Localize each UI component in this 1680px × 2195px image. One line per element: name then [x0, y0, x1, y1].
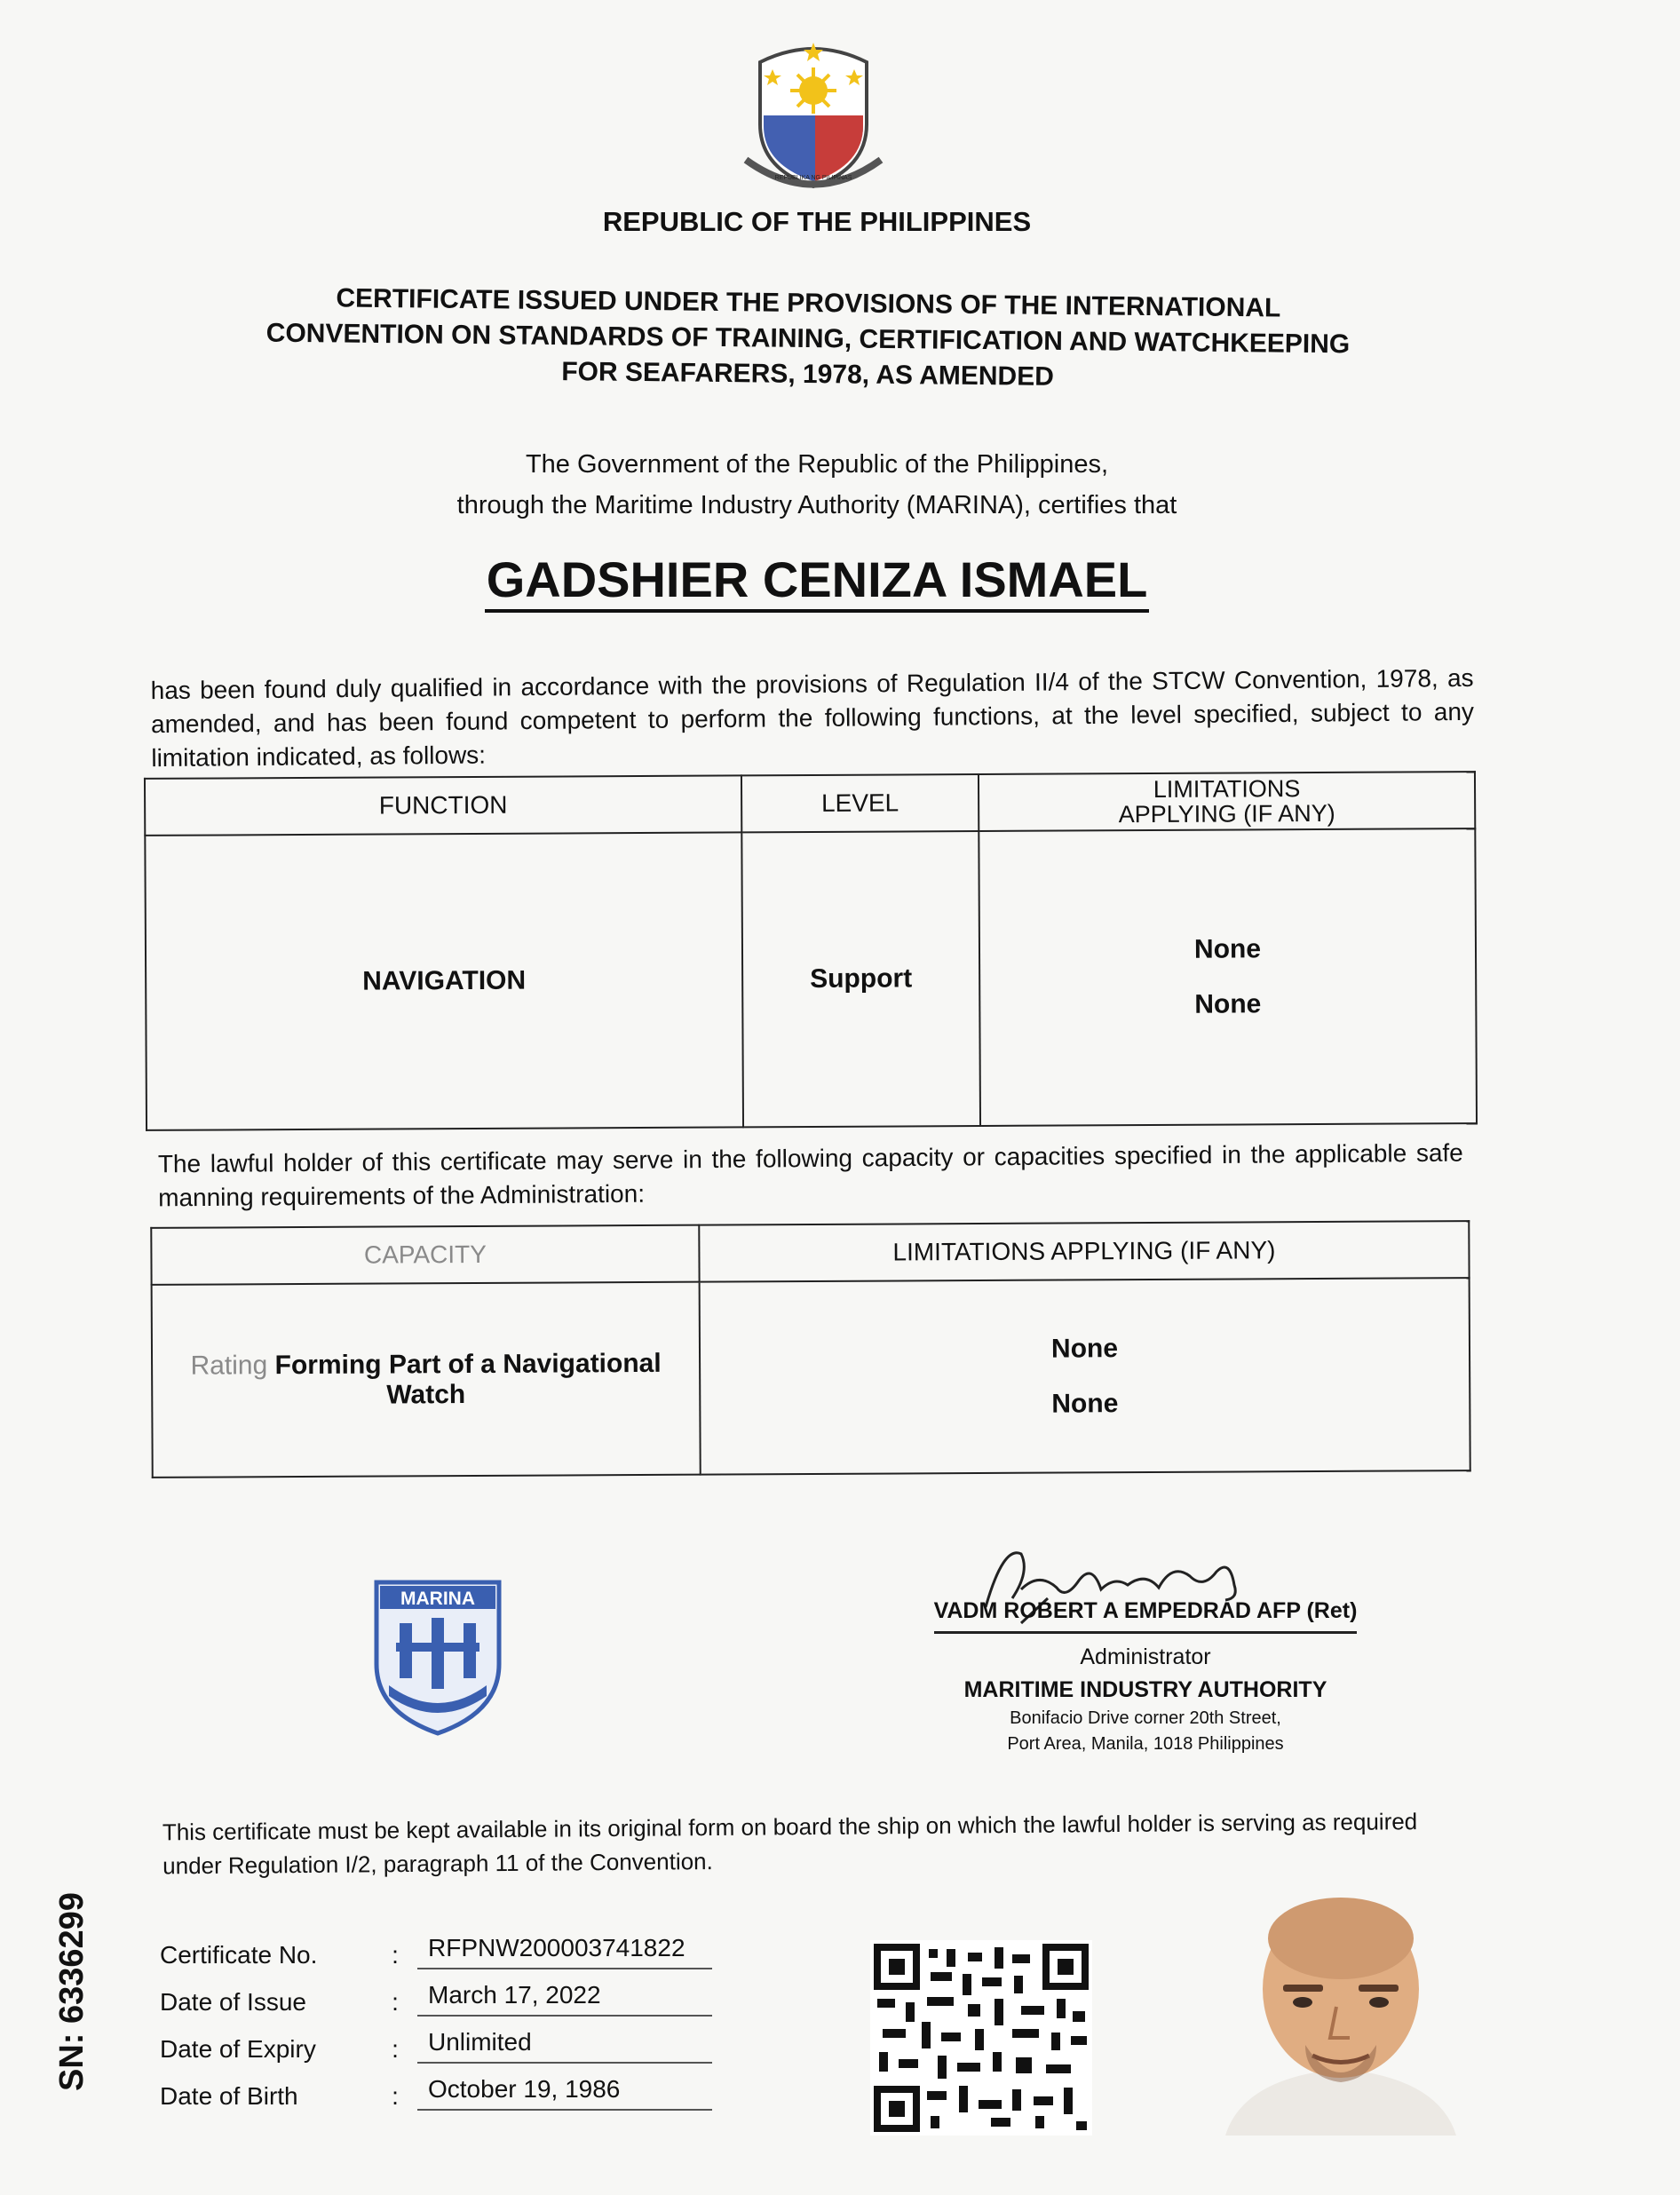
- capacity-data-row: [152, 1278, 1470, 1478]
- functions-table: [144, 771, 1478, 1131]
- signatory-name: VADM ROBERT A EMPEDRAD AFP (Ret): [934, 1598, 1358, 1634]
- authority-name: MARITIME INDUSTRY AUTHORITY: [963, 1677, 1327, 1702]
- detail-label: Certificate No.: [160, 1941, 318, 1969]
- serial-number: [34, 1874, 105, 2096]
- capacity-table: [150, 1220, 1470, 1478]
- functions-data-row: [145, 828, 1477, 1130]
- detail-value: Unlimited: [417, 2028, 712, 2064]
- heading-line-3: FOR SEAFARERS, 1978, AS AMENDED: [561, 357, 1055, 392]
- capacity-limitations-header: LIMITATIONS APPLYING (IF ANY): [699, 1221, 1469, 1282]
- detail-row-certificate-no: Certificate No. : RFPNW200003741822: [160, 1922, 712, 1969]
- signatory-block: [852, 1598, 1438, 1755]
- country-title: REPUBLIC OF THE PHILIPPINES: [602, 206, 1032, 237]
- government-statement: [266, 444, 1367, 526]
- holder-name: [0, 551, 1634, 608]
- authority-address-line-1: Bonifacio Drive corner 20th Street,: [1010, 1708, 1281, 1728]
- limitations-header-line-2: APPLYING (IF ANY): [1118, 799, 1335, 828]
- detail-value: March 17, 2022: [417, 1981, 712, 2017]
- detail-value: RFPNW200003741822: [417, 1934, 712, 1969]
- capacity-limitation-1: None: [1050, 1333, 1119, 1364]
- function-header: FUNCTION: [145, 775, 741, 836]
- capacity-statement: The lawful holder of this certificate may serve in the following capacity or capacities specified in the applicable safe manning requirements of the Administration:: [157, 1138, 1463, 1212]
- capacity-cell: [152, 1282, 701, 1478]
- detail-label: Date of Issue: [160, 1988, 306, 2016]
- capacity-header-row: [151, 1221, 1469, 1285]
- authority-address-line-2: Port Area, Manila, 1018 Philippines: [1007, 1734, 1284, 1754]
- carry-notice: This certificate must be kept available in its original form on board the ship on which the lawful holder is serving as required under Regulation I/2, paragraph 11 of the Convention.: [162, 1808, 1418, 1880]
- capacity-header: CAPACITY: [151, 1225, 699, 1285]
- detail-label: Date of Birth: [160, 2082, 298, 2110]
- capacity-main-text: Forming Part of a Navigational Watch: [274, 1348, 662, 1410]
- level-cell: Support: [741, 831, 980, 1127]
- holder-photo: [1208, 1896, 1474, 2136]
- detail-value: October 19, 1986: [417, 2075, 712, 2111]
- heading-line-2: CONVENTION ON STANDARDS OF TRAINING, CERTIFICATION AND WATCHKEEPING: [265, 318, 1351, 360]
- level-header: LEVEL: [741, 774, 979, 832]
- certificate-heading: [221, 280, 1394, 399]
- marina-logo-label: MARINA: [400, 1589, 475, 1609]
- detail-label: Date of Expiry: [160, 2035, 316, 2063]
- qualification-text: has been found duly qualified in accordance with the provisions of Regulation II/4 of the STCW Convention, 1978, as amended, and has been found competent to perform the following functions, at the level specified, subject to any limitation indicated, as follows:: [150, 663, 1475, 773]
- detail-row-date-of-issue: Date of Issue : March 17, 2022: [160, 1969, 712, 2017]
- functions-header-row: [145, 772, 1475, 836]
- capacity-limitation-2: None: [1051, 1388, 1119, 1419]
- marina-logo-icon: [373, 1579, 503, 1737]
- seal-motto: REPUBLIKA NG PILIPINAS: [774, 175, 852, 181]
- function-cell: NAVIGATION: [145, 832, 743, 1130]
- limitations-header: [979, 772, 1475, 831]
- function-limitation-2: None: [1194, 989, 1262, 1019]
- statement-line-2: through the Maritime Industry Authority (MARINA), certifies that: [456, 491, 1177, 519]
- limitations-header-line-1: LIMITATIONS: [1153, 775, 1301, 803]
- statement-line-1: The Government of the Republic of the Philippines,: [525, 450, 1109, 479]
- holder-name-text: GADSHIER CENIZA ISMAEL: [485, 551, 1150, 613]
- philippine-seal-icon: [733, 27, 893, 195]
- detail-row-date-of-birth: Date of Birth : October 19, 1986: [160, 2064, 712, 2111]
- capacity-faded-prefix: Rating: [190, 1350, 275, 1381]
- signatory-title: Administrator: [1080, 1644, 1211, 1669]
- detail-row-date-of-expiry: Date of Expiry : Unlimited: [160, 2017, 712, 2064]
- function-limitation-1: None: [1193, 934, 1262, 964]
- function-limitations-cell: [979, 828, 1477, 1126]
- qr-code-icon: [870, 1940, 1092, 2136]
- heading-line-1: CERTIFICATE ISSUED UNDER THE PROVISIONS OF THE INTERNATIONAL: [336, 283, 1281, 323]
- capacity-limitations-cell: [700, 1278, 1470, 1475]
- serial-number-text: SN: 6336299: [53, 1892, 91, 2091]
- certificate-details: [160, 1922, 712, 2111]
